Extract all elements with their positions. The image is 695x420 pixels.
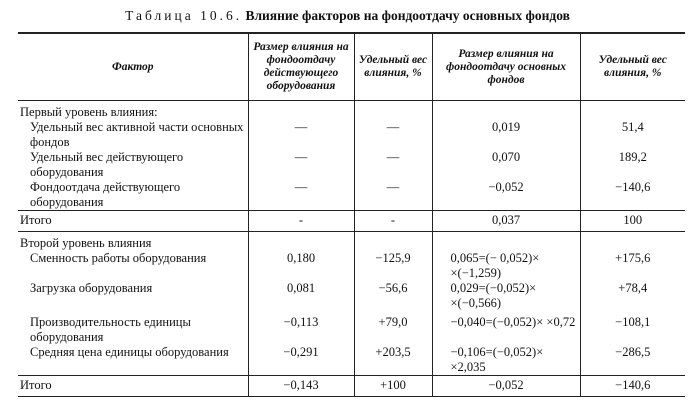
cell-value: — — [248, 150, 354, 180]
table-row — [18, 251, 685, 281]
cell-value: +100 — [354, 376, 432, 397]
cell-value: — — [354, 150, 432, 180]
section-row — [18, 101, 685, 121]
cell-value: - — [248, 211, 354, 232]
cell-value: 0,070 — [432, 150, 580, 180]
factors-table — [18, 32, 685, 397]
table-caption — [0, 8, 695, 24]
cell-value: −0,291 — [248, 345, 354, 376]
cell-value: 189,2 — [580, 150, 685, 180]
cell-formula: −0,106=(−0,052)× ×2,035 — [432, 345, 580, 376]
total-label: Итого — [18, 211, 248, 232]
cell-value: −125,9 — [354, 251, 432, 281]
cell-value: +79,0 — [354, 315, 432, 345]
header-equipment-share: Удельный вес влияния, % — [354, 33, 432, 101]
header-factor: Фактор — [18, 33, 248, 101]
header-equipment-influence: Размер влияния на фондоотдачу действующего оборудования — [248, 33, 354, 101]
cell-value: −0,143 — [248, 376, 354, 397]
cell-value: −108,1 — [580, 315, 685, 345]
factor-name: Удельный вес действующего оборудования — [30, 150, 184, 179]
cell-formula: 0,065=(− 0,052)× ×(−1,259) — [432, 251, 580, 281]
cell-value: −140,6 — [580, 180, 685, 211]
cell-value: 0,019 — [432, 120, 580, 150]
cell-value: −286,5 — [580, 345, 685, 376]
cell-formula: −0,040=(−0,052)× ×0,72 — [432, 315, 580, 345]
factor-name: Средняя цена единицы оборудования — [30, 345, 229, 359]
cell-value: — — [248, 120, 354, 150]
cell-value: −140,6 — [580, 376, 685, 397]
table-row — [18, 281, 685, 315]
total-label: Итого — [18, 376, 248, 397]
cell-value: — — [248, 180, 354, 211]
cell-value: 51,4 — [580, 120, 685, 150]
cell-value: −0,113 — [248, 315, 354, 345]
total-row — [18, 376, 685, 397]
header-fixed-assets-share: Удельный вес влияния, % — [580, 33, 685, 101]
cell-value: - — [354, 211, 432, 232]
table-row — [18, 315, 685, 345]
cell-value: −0,052 — [432, 376, 580, 397]
table-row — [18, 150, 685, 180]
total-row — [18, 211, 685, 232]
cell-value: +175,6 — [580, 251, 685, 281]
table-row — [18, 345, 685, 376]
section-row — [18, 232, 685, 252]
cell-value: 0,037 — [432, 211, 580, 232]
cell-value: +78,4 — [580, 281, 685, 315]
section-title: Второй уровень влияния — [20, 236, 152, 250]
table-row — [18, 120, 685, 150]
table-row — [18, 180, 685, 211]
factor-name: Фондоотдача действующего оборудования — [30, 180, 181, 209]
cell-value: 100 — [580, 211, 685, 232]
factor-name: Удельный вес активной части основных фондов — [30, 120, 244, 149]
cell-value: 0,081 — [248, 281, 354, 315]
section-title: Первый уровень влияния: — [20, 105, 158, 119]
factor-name: Загрузка оборудования — [30, 281, 153, 295]
table-number: Таблица 10.6. — [125, 8, 243, 23]
cell-value: −56,6 — [354, 281, 432, 315]
factor-name: Производительность единицы оборудования — [30, 315, 191, 344]
header-fixed-assets-influence: Размер влияния на фондоотдачу основных фондов — [432, 33, 580, 101]
cell-formula: 0,029=(−0,052)× ×(−0,566) — [432, 281, 580, 315]
cell-value: — — [354, 120, 432, 150]
factor-name: Сменность работы оборудования — [30, 251, 207, 265]
cell-value: +203,5 — [354, 345, 432, 376]
header-row — [18, 33, 685, 101]
table-title: Влияние факторов на фондоотдачу основных фондов — [245, 8, 570, 23]
cell-value: −0,052 — [432, 180, 580, 211]
cell-value: 0,180 — [248, 251, 354, 281]
cell-value: — — [354, 180, 432, 211]
